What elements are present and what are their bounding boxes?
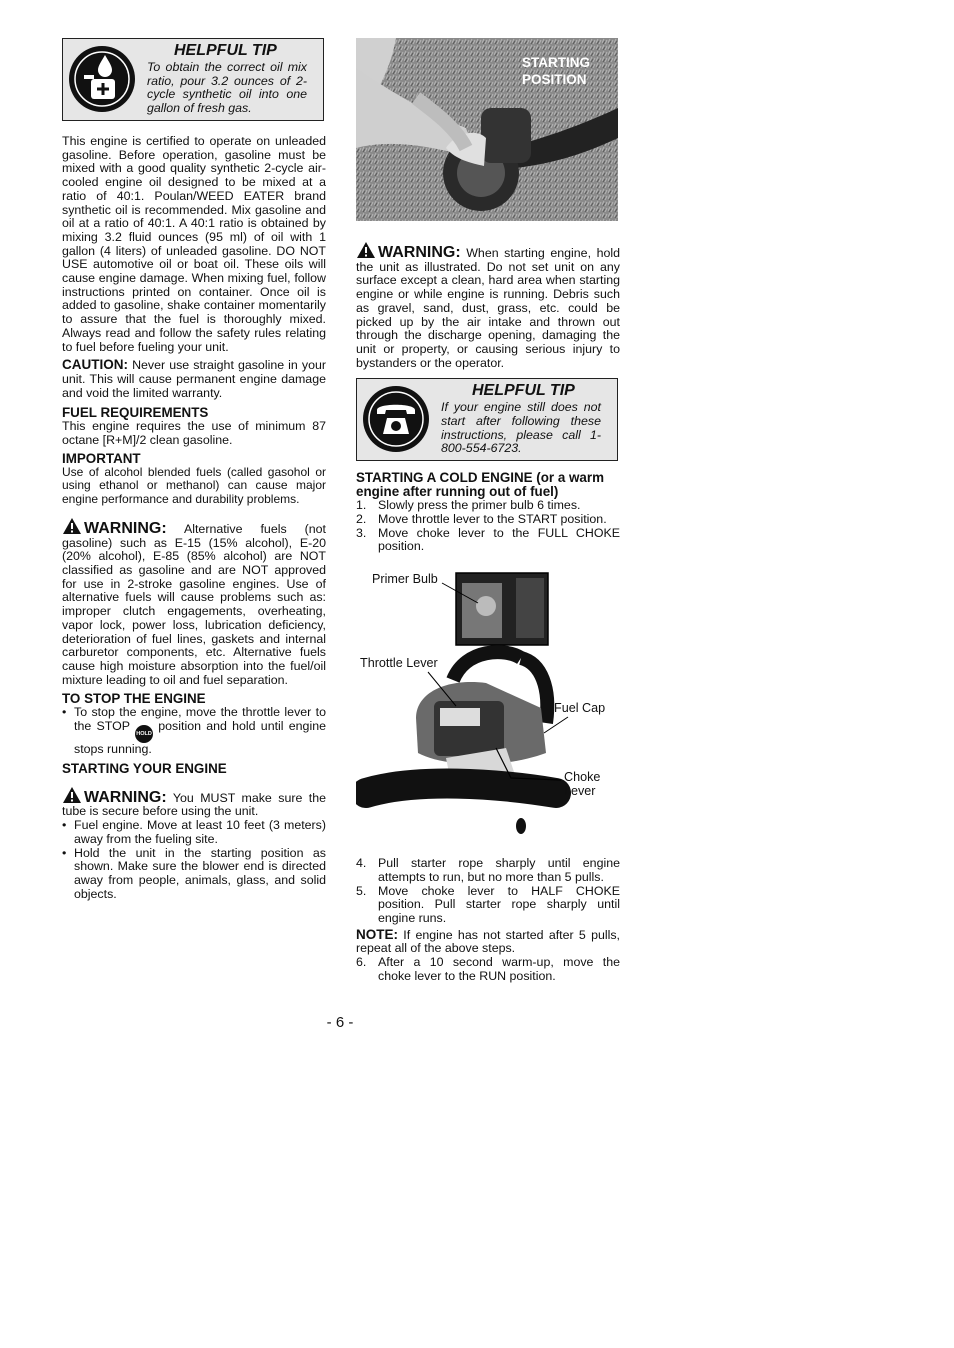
photo-caption: STARTING POSITION	[522, 55, 590, 87]
label-fuel-cap: Fuel Cap	[554, 701, 606, 716]
list-item: 5. Move choke lever to HALF CHOKE position. Pull starter rope sharply until engine runs.	[356, 883, 620, 925]
label-primer-bulb: Primer Bulb	[372, 572, 438, 587]
stop-engine-list	[62, 706, 326, 756]
helpful-tip-call	[356, 378, 618, 461]
list-item: • Hold the unit in the starting position as shown. Make sure the blower end is directed away from people, animals, glass, and solid objects.	[62, 847, 326, 902]
warning-starting	[356, 241, 620, 370]
telephone-icon	[363, 386, 429, 452]
warning-tube	[62, 786, 326, 819]
hold-stop-icon: HOLD	[135, 725, 153, 743]
caution-text: Never use straight gasoline in your unit. This will cause permanent engine damage and void the limited warranty.	[62, 358, 326, 400]
warning-icon	[62, 786, 82, 804]
tip-text: If your engine still does not start after following these instructions, please call 1-800-554-6723.	[441, 400, 601, 456]
warning-label: WARNING:	[378, 244, 461, 261]
warning-text: When starting engine, hold the unit as illustrated. Do not set unit on any surface except a clean, hard area when starting engine or while engine is running. Debris such as gravel, sand, dust, grass, etc. could be picked up by the air intake and thrown out through the discharge opening, damaging the unit or property, or causing serious injury to bystanders or the operator.	[356, 246, 621, 370]
list-item: 3. Move choke lever to the FULL CHOKE position.	[356, 525, 620, 554]
fuel-requirements-heading: FUEL REQUIREMENTS	[62, 405, 209, 421]
warning-icon	[62, 517, 82, 535]
label-throttle-lever: Throttle Lever	[360, 656, 438, 671]
warning-icon	[356, 241, 376, 259]
caution-paragraph	[62, 358, 326, 400]
fuel-intro-paragraph: This engine is certified to operate on unleaded gasoline. Before operation, gasoline must be mixed with a good quality synthetic 2-cycle air-cooled engine oil designed to be mixed at a ratio of 40:1. Poulan/WEED EATER brand synthetic oil is recommended. Mix gasoline and oil at a ratio of 40:1. A 40:1 ratio is obtained by mixing 3.2 fluid ounces (95 ml) of oil with 1 gallon (4 liters) of unleaded gasoline. DO NOT USE automotive oil or boat oil. These oils will cause engine damage. When mixing fuel, follow instructions printed on container. Once oil is added to gasoline, shake container momentarily to assure that the fuel is thoroughly mixed. Always read and follow the safety rules relating to fuel before fueling your unit.	[62, 134, 326, 354]
stop-engine-heading: TO STOP THE ENGINE	[62, 691, 206, 707]
cold-start-steps	[356, 499, 620, 554]
list-item: 4. Pull starter rope sharply until engine attempts to run, but no more than 5 pulls.	[356, 856, 620, 884]
list-item: 6. After a 10 second warm-up, move the choke lever to the RUN position.	[356, 955, 620, 983]
tip-title: HELPFUL TIP	[472, 382, 575, 400]
fuel-requirements-text: This engine requires the use of minimum 87 octane [R+M]/2 clean gasoline.	[62, 419, 326, 448]
list-item: • To stop the engine, move the throttle lever to the STOP HOLD position and hold until engine stops running.	[62, 706, 326, 756]
warning-label: WARNING:	[84, 519, 167, 537]
cold-start-heading: STARTING A COLD ENGINE (or a warm engine after running out of fuel)	[356, 470, 604, 500]
important-text: Use of alcohol blended fuels (called gasohol or using ethanol or methanol) can cause major engine performance and durability problems.	[62, 464, 326, 507]
caution-label: CAUTION:	[62, 357, 128, 373]
starting-engine-list	[62, 819, 326, 901]
tip-title: HELPFUL TIP	[174, 42, 277, 59]
list-item: 1. Slowly press the primer bulb 6 times.	[356, 498, 581, 513]
list-item: • Fuel engine. Move at least 10 feet (3 meters) away from the fueling site.	[62, 819, 326, 846]
helpful-tip-fuel-mix	[62, 38, 324, 121]
warning-label: WARNING:	[84, 788, 167, 806]
more-steps	[356, 857, 620, 926]
engine-controls-diagram	[356, 568, 636, 853]
starting-position-photo	[356, 38, 618, 221]
important-heading: IMPORTANT	[62, 450, 141, 466]
note-text: If engine has not started after 5 pulls, repeat all of the above steps.	[356, 927, 620, 956]
tip-text: To obtain the correct oil mix ratio, pour 3.2 ounces of 2-cycle synthetic oil into one gallon of fresh gas.	[147, 60, 307, 115]
page-number: - 6 -	[326, 1014, 354, 1031]
warning-alt-fuels	[62, 517, 326, 687]
fuel-mix-icon	[69, 46, 135, 112]
note-label: NOTE:	[356, 926, 398, 942]
note-paragraph	[356, 928, 620, 956]
warning-text: Alternative fuels (not gasoline) such as E-15 (15% alcohol), E-20 (20% alcohol), E-85 (85% alcohol) are NOT classified as gasoline and are NOT approved for use in 2-stroke gasoline engines. Use of alternative fuels will cause problems such as: improper clutch engagements, overheating, vapor lock, power loss, lubrication deficiency, deterioration of fuel lines, gaskets and internal carburetor components, etc. Alternative fuels cause high moisture absorption into the fuel/oil mixture leading to oil and fuel separation.	[62, 521, 327, 687]
left-column	[62, 38, 326, 901]
list-item: 2. Move throttle lever to the START position.	[356, 512, 607, 527]
right-column	[356, 38, 620, 983]
warning-text: You MUST make sure the tube is secure before using the unit.	[62, 790, 327, 819]
final-step	[356, 956, 620, 983]
starting-engine-heading: STARTING YOUR ENGINE	[62, 760, 227, 776]
label-choke-lever: Choke Lever	[564, 770, 601, 799]
